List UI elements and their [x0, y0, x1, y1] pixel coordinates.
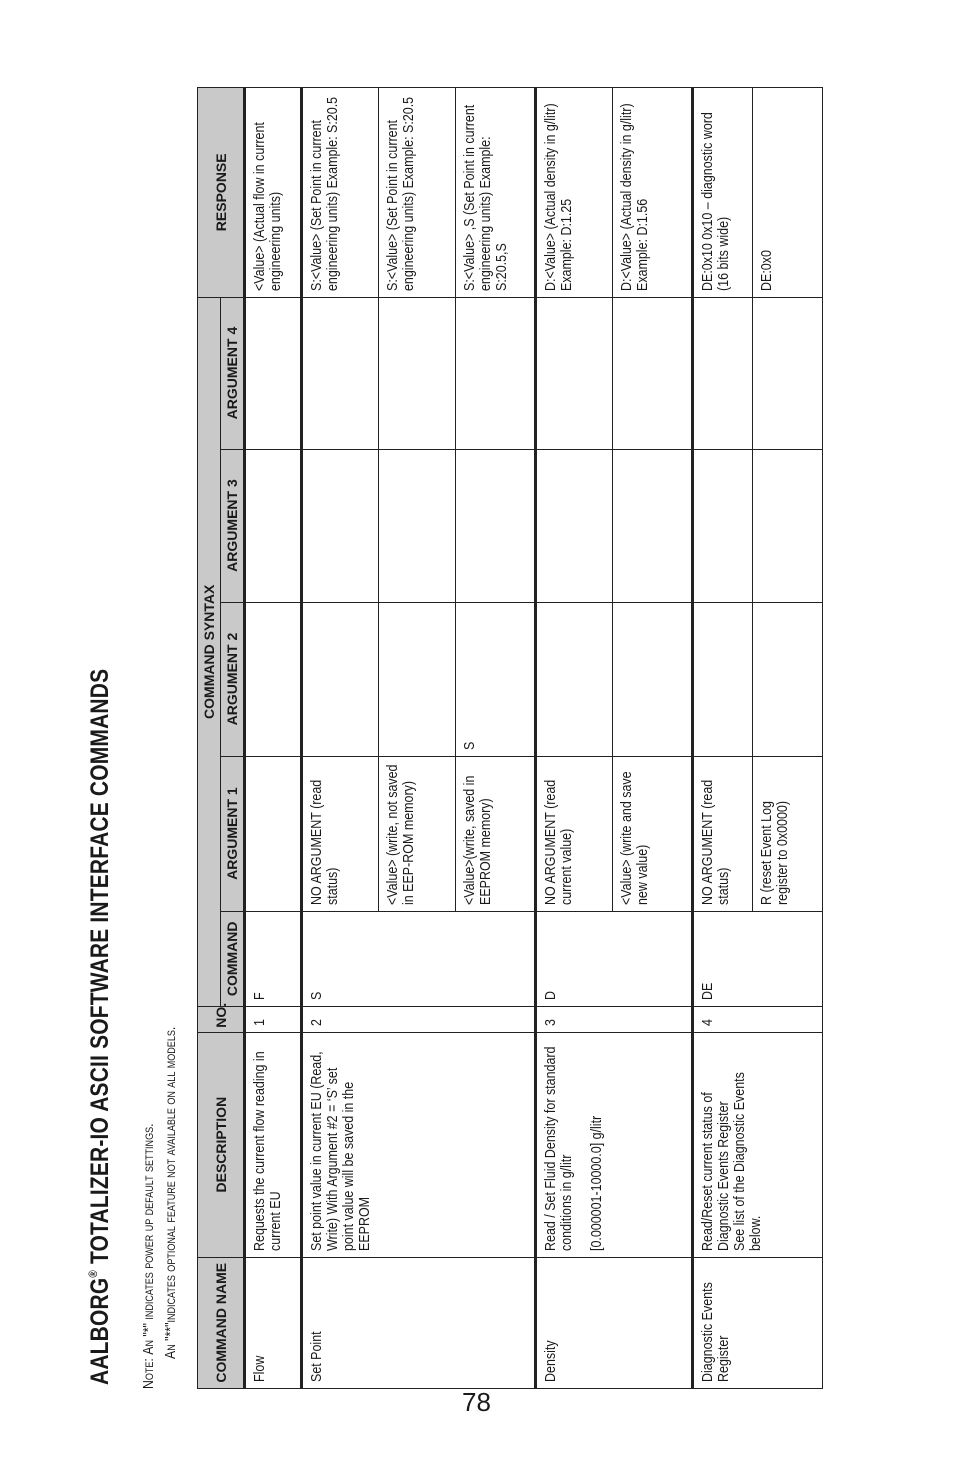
cell-arg4: [456, 297, 536, 449]
cell-arg3: [379, 449, 456, 602]
cell-response: S:<Value> ,S (Set Point in current engineering units) Example: S:20.5,S: [456, 88, 536, 298]
header-response: RESPONSE: [198, 88, 245, 298]
cell-arg3: [456, 449, 536, 602]
table-row-flow: [245, 88, 302, 1389]
cell-arg4: [536, 297, 613, 449]
cell-no: 3: [536, 1007, 693, 1033]
cell-arg4: [302, 297, 379, 449]
cell-arg2: [379, 602, 456, 756]
note-line-2: An "**"indicates optional feature not available on all models.: [162, 1026, 179, 1359]
cell-arg1: <Value>(write, saved in EEPROM memory): [456, 756, 536, 911]
note-label: Note:: [140, 1358, 157, 1389]
cell-command: D: [536, 911, 693, 1006]
cell-arg1: <Value> (write, not saved in EEP-ROM memory): [379, 756, 456, 911]
cell-response: D:<Value> (Actual density in g/litr) Example: D:1.56: [613, 88, 693, 298]
cell-name: Flow: [245, 1257, 302, 1388]
cell-arg1: [245, 756, 302, 911]
table-row-diagnostic: [693, 88, 753, 1389]
cell-arg1: NO ARGUMENT (read current value): [536, 756, 613, 911]
cell-response: DE:0x10 0x10 – diagnostic word (16 bits wide): [693, 88, 753, 298]
cell-arg4: [693, 297, 753, 449]
cell-response: DE:0x0: [753, 88, 823, 298]
cell-arg3: [613, 449, 693, 602]
cell-arg1: <Value> (write and save new value): [613, 756, 693, 911]
cell-response: S:<Value> (Set Point in current engineering units) Example: S:20.5: [379, 88, 456, 298]
header-argument-3: ARGUMENT 3: [221, 449, 245, 602]
cell-arg3: [302, 449, 379, 602]
cell-arg3: [753, 449, 823, 602]
table-row-density: [536, 88, 613, 1389]
cell-arg2: [753, 602, 823, 756]
cell-arg1: NO ARGUMENT (read status): [693, 756, 753, 911]
header-row-1: [198, 88, 221, 1389]
header-argument-1: ARGUMENT 1: [221, 756, 245, 911]
header-command-name: COMMAND NAME: [198, 1257, 245, 1388]
cell-arg3: [693, 449, 753, 602]
cell-name: Set Point: [302, 1257, 536, 1388]
header-command-syntax: COMMAND SYNTAX: [198, 297, 221, 1007]
cell-name: Density: [536, 1257, 693, 1388]
cell-arg2: [536, 602, 613, 756]
note-line-1: Note: An "*" indicates power up default settings.: [140, 1123, 157, 1389]
cell-arg4: [379, 297, 456, 449]
cell-arg1: NO ARGUMENT (read status): [302, 756, 379, 911]
table-row-set-point: [302, 88, 379, 1389]
header-command: COMMAND: [221, 911, 245, 1006]
cell-arg4: [245, 297, 302, 449]
cell-description: Requests the current flow reading in current EU: [245, 1032, 302, 1257]
cell-response: S:<Value> (Set Point in current engineering units) Example: S:20.5: [302, 88, 379, 298]
cell-command: S: [302, 911, 536, 1006]
cell-command: DE: [693, 911, 823, 1006]
cell-description: Read / Set Fluid Density for standard conditions in g/litr [0.000001-10000.0] g/litr: [536, 1032, 693, 1257]
cell-no: 4: [693, 1007, 823, 1033]
cell-description-note: See list of the Diagnostic Events below.: [732, 1071, 764, 1251]
cell-arg2: [613, 602, 693, 756]
cell-arg1: R (reset Event Log register to 0x0000): [753, 756, 823, 911]
cell-arg2: [302, 602, 379, 756]
commands-table: [197, 87, 823, 1389]
header-no: NO.: [198, 1007, 245, 1033]
page-title: AALBORG® TOTALIZER-IO ASCII SOFTWARE INTERFACE COMMANDS: [86, 668, 114, 1385]
cell-arg2: [693, 602, 753, 756]
cell-arg2: [245, 602, 302, 756]
cell-arg4: [613, 297, 693, 449]
cell-response: <Value> (Actual flow in current engineering units): [245, 88, 302, 298]
cell-arg3: [536, 449, 613, 602]
cell-command: F: [245, 911, 302, 1006]
cell-arg4: [753, 297, 823, 449]
cell-name: Diagnostic Events Register: [693, 1257, 823, 1388]
cell-description: Read/Reset current status of Diagnostic Events Register See list of the Diagnostic Events below.: [693, 1032, 823, 1257]
header-argument-2: ARGUMENT 2: [221, 602, 245, 756]
cell-arg2: S: [456, 602, 536, 756]
page-number: 78: [462, 1387, 491, 1418]
cell-no: 2: [302, 1007, 536, 1033]
cell-description-range: [0.000001-10000.0] g/litr: [589, 1115, 605, 1251]
cell-description: Set point value in current EU (Read, Write) With Argument #2 = ‘S’ set point value will be saved in the EEPROM: [302, 1032, 536, 1257]
header-argument-4: ARGUMENT 4: [221, 297, 245, 449]
header-description: DESCRIPTION: [198, 1032, 245, 1257]
cell-response: D:<Value> (Actual density in g/litr) Example: D:1.25: [536, 88, 613, 298]
cell-arg3: [245, 449, 302, 602]
cell-no: 1: [245, 1007, 302, 1033]
